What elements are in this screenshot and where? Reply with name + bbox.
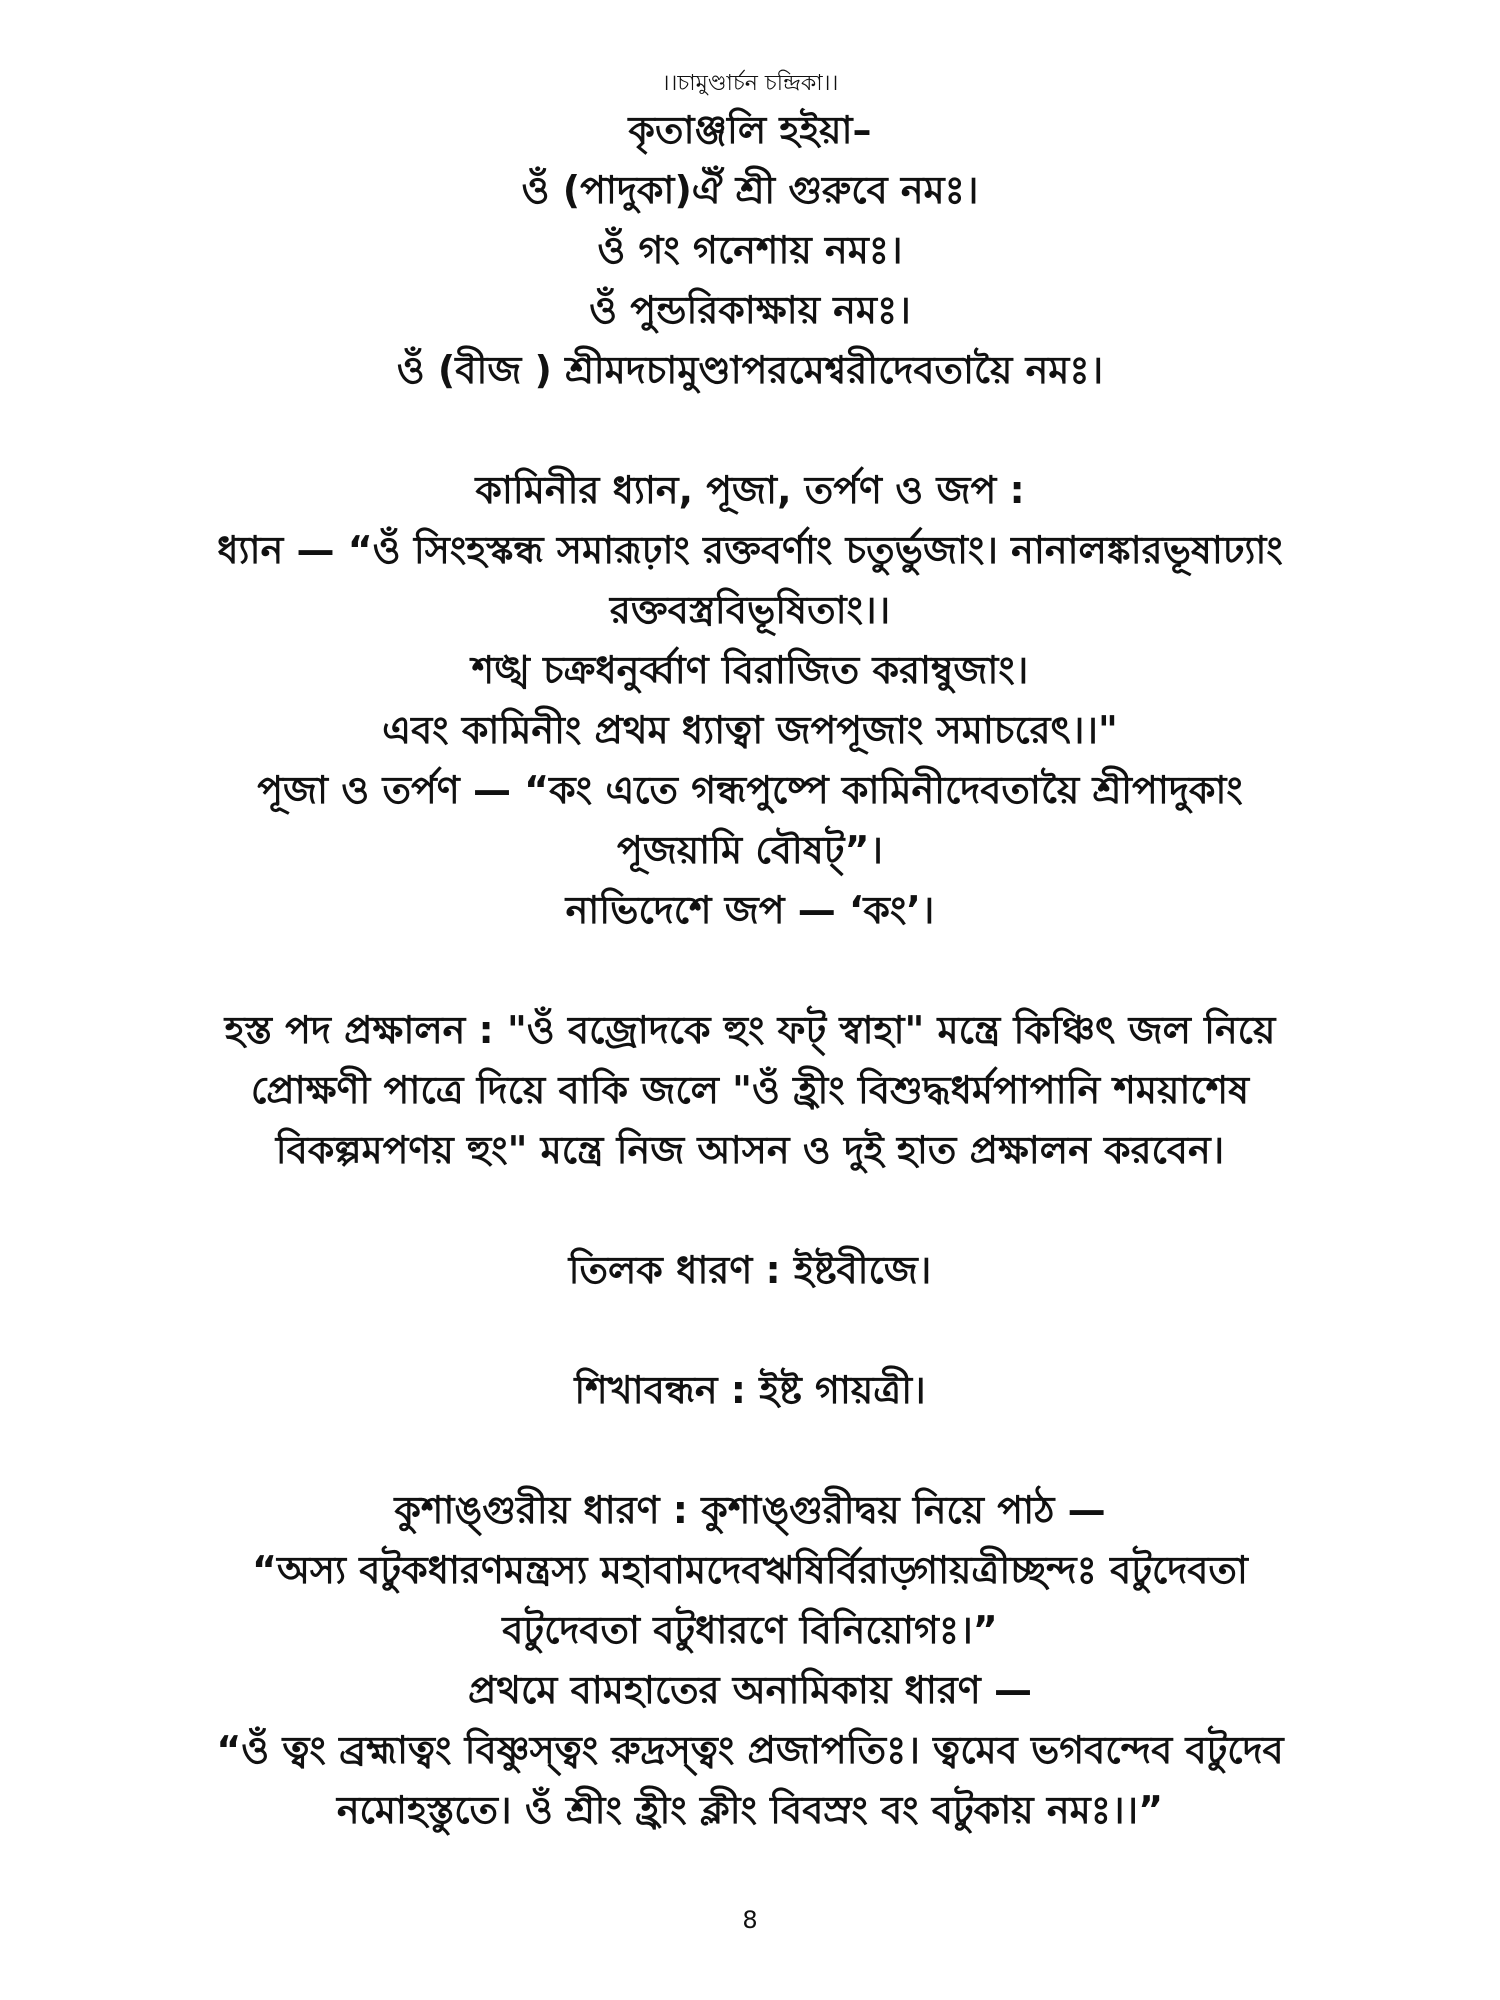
text-line: ওঁ (বীজ ) শ্রীমদচামুণ্ডাপরমেশ্বরীদেবতায়ৈ নমঃ। (396, 348, 1104, 392)
text-line: বটুদেবতা বটুধারণে বিনিয়োগঃ।” (502, 1608, 998, 1652)
paragraph-gap (150, 940, 1350, 1000)
text-line: এবং কামিনীং প্রথম ধ্যাত্বা জপপূজাং সমাচরেৎ।।" (382, 708, 1118, 752)
text-line: বিকল্পমপণয় হুং" মন্ত্রে নিজ আসন ও দুই হাত প্রক্ষালন করবেন। (275, 1128, 1225, 1172)
text-line: শিখাবন্ধন : ইষ্ট গায়ত্রী। (574, 1368, 926, 1412)
text-line: “অস্য বটুকধারণমন্ত্রস্য মহাবামদেবঋষির্বিরাড়্গায়ত্রীচ্ছন্দঃ বটুদেবতা (252, 1548, 1248, 1592)
text-line: কৃতাঞ্জলি হইয়া– (628, 108, 872, 152)
text-line: হস্ত পদ প্রক্ষালন : "ওঁ বজ্রোদকে হুং ফট্ স্বাহা" মন্ত্রে কিঞ্চিৎ জল নিয়ে (224, 1008, 1276, 1052)
paragraph-gap (150, 1420, 1350, 1480)
paragraph-gap (150, 400, 1350, 460)
page-number: 8 (742, 1906, 758, 1934)
text-line: ওঁ গং গনেশায় নমঃ। (597, 228, 903, 272)
text-line: কুশাঙ্গুরীয় ধারণ : কুশাঙ্গুরীদ্বয় নিয়ে পাঠ — (394, 1488, 1106, 1532)
text-line: ধ্যান — “ওঁ সিংহস্কন্ধ সমারূঢ়াং রক্তবর্ণাং চতুর্ভুজাং। নানালঙ্কারভূষাঢ্যাং (217, 528, 1283, 572)
text-line: নমোহস্তুতে। ওঁ শ্রীং হ্রীং ক্লীং বিবস্রং বং বটুকায় নমঃ।।” (336, 1788, 1164, 1832)
text-line: শঙ্খ চক্রধনুর্ব্বাণ বিরাজিত করাম্বুজাং। (471, 648, 1029, 692)
section-heading: কামিনীর ধ্যান, পূজা, তর্পণ ও জপ : (475, 468, 1025, 512)
text-line: “ওঁ ত্বং ব্রহ্মাত্বং বিষ্ণুস্ত্বং রুদ্রস্ত্বং প্রজাপতিঃ। ত্বমেব ভগবন্দেব বটুদেব (216, 1728, 1284, 1772)
text-line: তিলক ধারণ : ইষ্টবীজে। (568, 1248, 932, 1292)
paragraph-gap (150, 1300, 1350, 1360)
text-line: ওঁ পুন্ডরিকাক্ষায় নমঃ। (589, 288, 911, 332)
paragraph-gap (150, 1180, 1350, 1240)
text-line: নাভিদেশে জপ — ‘কং’। (565, 888, 935, 932)
page-body (150, 100, 1350, 1840)
text-line: প্রথমে বামহাতের অনামিকায় ধারণ — (468, 1668, 1032, 1712)
text-line: প্রোক্ষণী পাত্রে দিয়ে বাকি জলে "ওঁ হ্রীং বিশুদ্ধধর্মপাপানি শময়াশেষ (250, 1068, 1250, 1112)
text-line: পূজা ও তর্পণ — “কং এতে গন্ধপুষ্পে কামিনীদেবতায়ৈ শ্রীপাদুকাং (257, 768, 1243, 812)
text-line: ওঁ (পাদুকা)ঐঁ শ্রী গুরুবে নমঃ। (521, 168, 979, 212)
text-line: রক্তবস্ত্রবিভূষিতাং।। (609, 588, 891, 632)
running-header: ।।চামুণ্ডার্চন চন্দ্রিকা।। (661, 71, 839, 96)
text-line: পূজয়ামি বৌষট্”। (616, 828, 884, 872)
